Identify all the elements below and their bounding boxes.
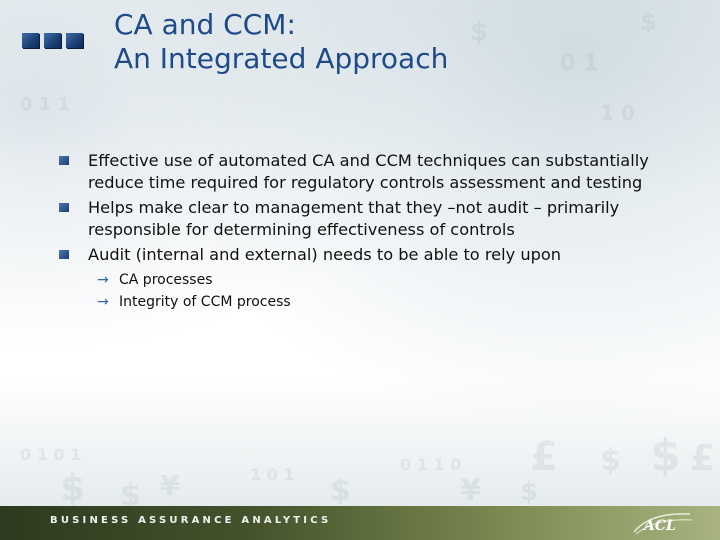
three-squares-icon	[22, 33, 83, 48]
sub-bullet-item	[57, 291, 677, 313]
svg-text:0 1 1: 0 1 1	[20, 94, 71, 115]
bullet-text: Audit (internal and external) needs to be able to rely upon	[88, 245, 562, 264]
acl-logo-icon	[630, 510, 694, 536]
sub-bullet-item	[57, 269, 677, 291]
square-3	[66, 33, 83, 48]
bullet-item	[57, 150, 677, 194]
svg-text:$: $	[60, 468, 86, 509]
svg-text:$: $	[600, 443, 621, 478]
bullet-text: Effective use of automated CA and CCM techniques can substantially reduce time required for regulatory controls assessment and testing	[88, 151, 649, 192]
svg-text:£: £	[530, 434, 558, 480]
arrow-right-icon: →	[97, 272, 109, 288]
title-line-1: CA and CCM:	[114, 8, 296, 41]
bullet-item	[57, 244, 677, 266]
svg-text:¥: ¥	[160, 469, 180, 502]
svg-text:$: $	[640, 8, 657, 36]
svg-text:0 1: 0 1	[560, 51, 599, 76]
slide-title	[114, 8, 448, 76]
footer-bar	[0, 506, 720, 540]
square-bullet-icon	[59, 203, 69, 212]
title-line-2: An Integrated Approach	[114, 42, 449, 75]
svg-text:$: $	[650, 430, 681, 481]
svg-text:$: $	[520, 477, 539, 507]
footer-text: BUSINESS ASSURANCE ANALYTICS	[50, 515, 332, 526]
square-2	[44, 33, 61, 48]
svg-text:$: $	[330, 473, 351, 508]
bullet-text: Helps make clear to management that they –not audit – primarily responsible for determining effectiveness of controls	[88, 198, 620, 239]
logo-text: ACL	[644, 518, 676, 534]
svg-text:$: $	[470, 17, 489, 47]
sub-bullet-text: CA processes	[119, 272, 213, 288]
svg-text:1 0 1: 1 0 1	[250, 465, 295, 484]
bullet-list	[57, 150, 677, 313]
sub-bullet-text: Integrity of CCM process	[119, 294, 291, 310]
svg-text:0 1 0 1: 0 1 0 1	[20, 445, 82, 464]
svg-text:£: £	[690, 438, 716, 479]
square-1	[22, 33, 39, 48]
square-bullet-icon	[59, 250, 69, 259]
arrow-right-icon: →	[97, 294, 109, 310]
svg-text:0 1 1 0: 0 1 1 0	[400, 455, 462, 474]
svg-text:1 0: 1 0	[600, 101, 635, 125]
svg-text:¥: ¥	[460, 473, 481, 508]
bullet-item	[57, 197, 677, 241]
svg-text:$: $	[120, 478, 141, 513]
square-bullet-icon	[59, 156, 69, 165]
